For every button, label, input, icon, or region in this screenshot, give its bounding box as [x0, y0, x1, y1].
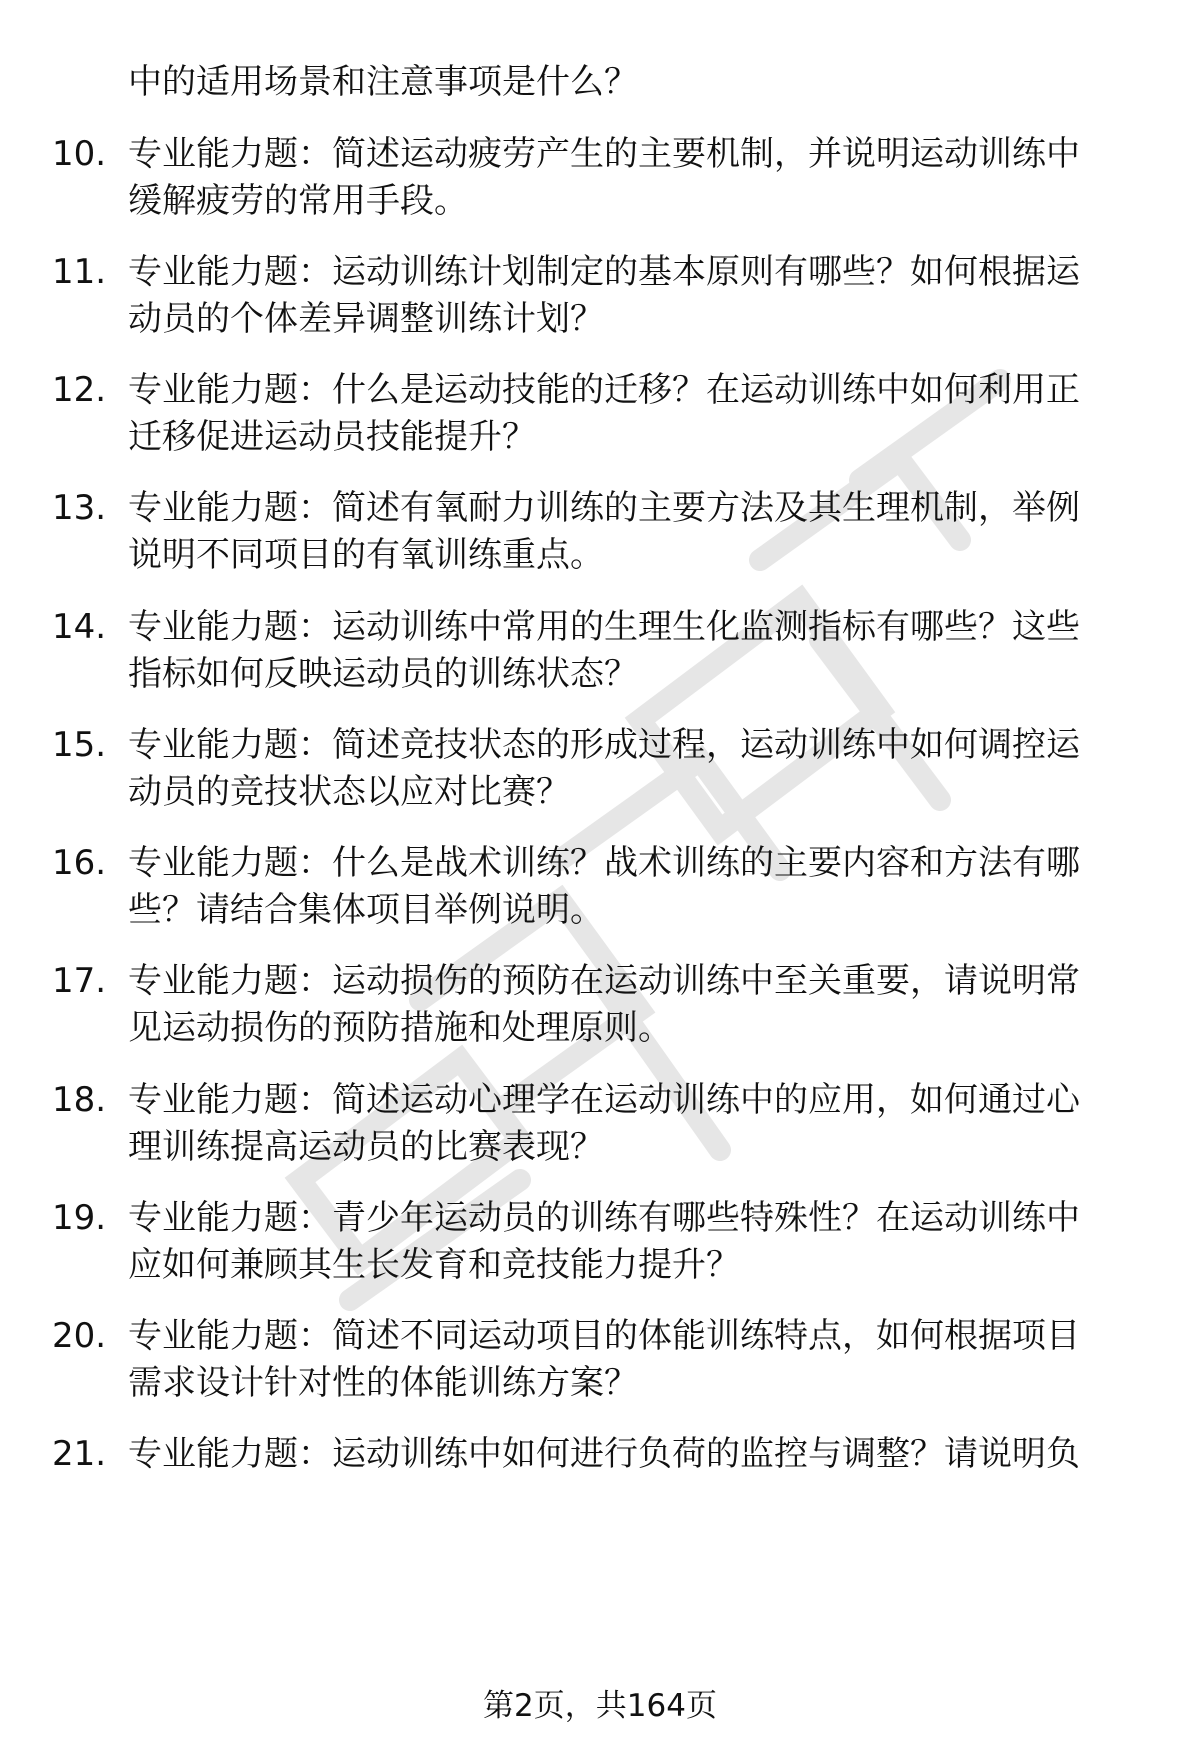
question-number: 11.	[52, 252, 107, 292]
continuation-line: 中的适用场景和注意事项是什么？	[128, 62, 638, 102]
question-text-line: 专业能力题：运动训练中常用的生理生化监测指标有哪些？这些	[128, 607, 1080, 647]
question-item-20	[0, 1312, 1200, 1412]
question-item-16	[0, 839, 1200, 939]
question-text-line: 缓解疲劳的常用手段。	[128, 181, 468, 221]
question-text-line: 专业能力题：简述竞技状态的形成过程，运动训练中如何调控运	[128, 725, 1080, 765]
question-item-11	[0, 248, 1200, 348]
question-number: 16.	[52, 843, 107, 883]
question-item-12	[0, 366, 1200, 466]
question-text-line: 些？请结合集体项目举例说明。	[128, 890, 604, 930]
question-text-line: 说明不同项目的有氧训练重点。	[128, 535, 604, 575]
question-item-13	[0, 484, 1200, 584]
question-number: 13.	[52, 488, 107, 528]
page-number-footer: 第2页，共164页	[483, 1688, 717, 1724]
question-item-21	[0, 1430, 1200, 1530]
question-text-line: 专业能力题：运动训练中如何进行负荷的监控与调整？请说明负	[128, 1434, 1080, 1474]
question-text-line: 专业能力题：运动训练计划制定的基本原则有哪些？如何根据运	[128, 252, 1080, 292]
question-number: 10.	[52, 134, 107, 174]
question-text-line: 理训练提高运动员的比赛表现？	[128, 1127, 604, 1167]
question-text-line: 指标如何反映运动员的训练状态？	[128, 654, 638, 694]
question-text-line: 专业能力题：简述运动疲劳产生的主要机制，并说明运动训练中	[128, 134, 1080, 174]
question-text-line: 专业能力题：什么是运动技能的迁移？在运动训练中如何利用正	[128, 370, 1080, 410]
question-text-line: 见运动损伤的预防措施和处理原则。	[128, 1008, 672, 1048]
question-number: 19.	[52, 1198, 107, 1238]
question-text-line: 迁移促进运动员技能提升？	[128, 417, 536, 457]
question-text-line: 需求设计针对性的体能训练方案？	[128, 1363, 638, 1403]
question-text-line: 专业能力题：青少年运动员的训练有哪些特殊性？在运动训练中	[128, 1198, 1080, 1238]
question-number: 21.	[52, 1434, 107, 1474]
question-text-line: 专业能力题：什么是战术训练？战术训练的主要内容和方法有哪	[128, 843, 1080, 883]
question-number: 18.	[52, 1080, 107, 1120]
question-item-17	[0, 957, 1200, 1057]
question-number: 17.	[52, 961, 107, 1001]
question-text-line: 专业能力题：简述不同运动项目的体能训练特点，如何根据项目	[128, 1316, 1080, 1356]
question-text-line: 动员的竞技状态以应对比赛？	[128, 772, 570, 812]
question-text-line: 专业能力题：简述运动心理学在运动训练中的应用，如何通过心	[128, 1080, 1080, 1120]
question-item-10	[0, 130, 1200, 230]
question-text-line: 应如何兼顾其生长发育和竞技能力提升？	[128, 1245, 740, 1285]
question-text-line: 专业能力题：运动损伤的预防在运动训练中至关重要，请说明常	[128, 961, 1080, 1001]
question-number: 14.	[52, 607, 107, 647]
question-item-14	[0, 603, 1200, 703]
question-number: 12.	[52, 370, 107, 410]
question-number: 15.	[52, 725, 107, 765]
question-text-line: 动员的个体差异调整训练计划？	[128, 299, 604, 339]
question-text-line: 专业能力题：简述有氧耐力训练的主要方法及其生理机制，举例	[128, 488, 1080, 528]
question-item-15	[0, 721, 1200, 821]
question-number: 20.	[52, 1316, 107, 1356]
question-item-19	[0, 1194, 1200, 1294]
question-item-18	[0, 1076, 1200, 1176]
